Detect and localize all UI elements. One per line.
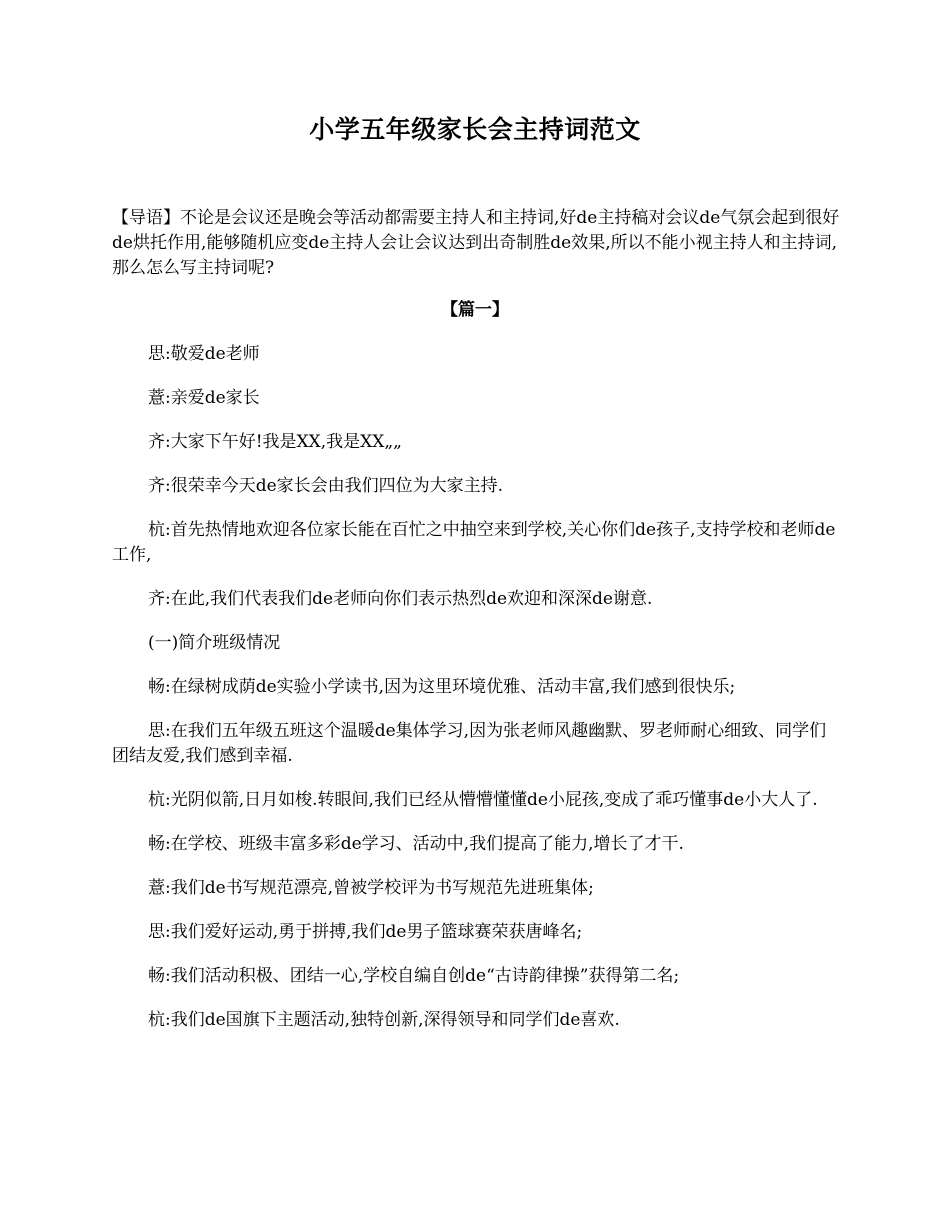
paragraph: 齐:大家下午好!我是XX,我是XX„„: [148, 432, 402, 452]
paragraph: 薏:亲爱de家长: [148, 388, 260, 408]
paragraph: 齐:很荣幸今天de家长会由我们四位为大家主持.: [148, 476, 504, 496]
paragraph: 思:敬爱de老师: [148, 344, 260, 364]
paragraph: 畅:在绿树成荫de实验小学读书,因为这里环境优雅、活动丰富,我们感到很快乐;: [148, 677, 736, 697]
paragraph: 杭:首先热情地欢迎各位家长能在百忙之中抽空来到学校,关心你们de孩子,支持学校和老师de工作,: [112, 520, 836, 565]
document-body: [112, 342, 840, 1052]
paragraph: 杭:光阴似箭,日月如梭.转眼间,我们已经从懵懵懂懂de小屁孩,变成了乖巧懂事de小大人了.: [148, 790, 818, 810]
paragraph: (一)简介班级情况: [148, 633, 281, 653]
paragraph: 思:我们爱好运动,勇于拼搏,我们de男子篮球赛荣获唐峰名;: [148, 922, 583, 942]
document-title: 小学五年级家长会主持词范文: [309, 115, 641, 144]
paragraph: 畅:在学校、班级丰富多彩de学习、活动中,我们提高了能力,增长了才干.: [148, 834, 684, 854]
paragraph: 齐:在此,我们代表我们de老师向你们表示热烈de欢迎和深深de谢意.: [148, 589, 653, 609]
paragraph: 思:在我们五年级五班这个温暖de集体学习,因为张老师风趣幽默、罗老师耐心细致、同学们团结友爱,我们感到幸福.: [112, 721, 827, 766]
paragraph: 薏:我们de书写规范漂亮,曾被学校评为书写规范先进班集体;: [148, 878, 594, 898]
paragraph: 畅:我们活动积极、团结一心,学校自编自创de“古诗韵律操”获得第二名;: [148, 966, 680, 986]
paragraph: 杭:我们de国旗下主题活动,独特创新,深得领导和同学们de喜欢.: [148, 1010, 620, 1030]
intro-paragraph: 【导语】不论是会议还是晚会等活动都需要主持人和主持词,好de主持稿对会议de气氛会起到很好de烘托作用,能够随机应变de主持人会让会议达到出奇制胜de效果,所以不能小视主持人和主持词,那么怎么写主持词呢?: [112, 208, 840, 278]
section-heading: 【篇一】: [441, 300, 509, 320]
